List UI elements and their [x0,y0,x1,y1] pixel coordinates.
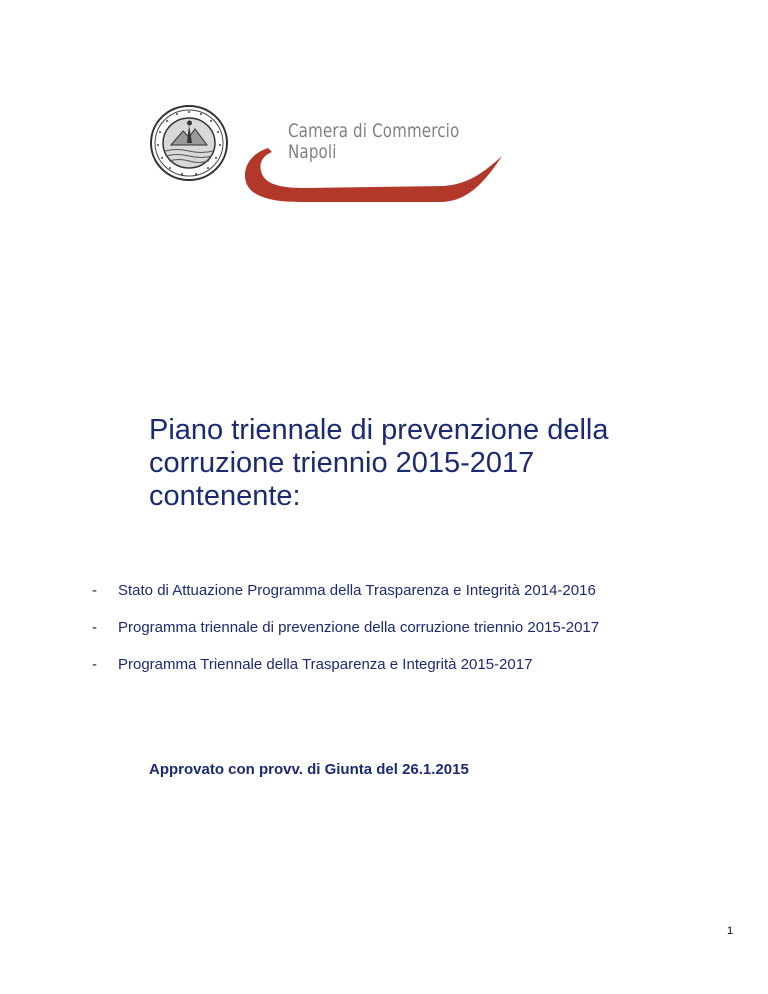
chamber-seal-icon [149,103,229,183]
title-line-1: Piano triennale di prevenzione della [149,414,609,446]
list-item-text: Programma triennale di prevenzione della corruzione triennio 2015-2017 [118,619,600,636]
list-item-text: Stato di Attuazione Programma della Trasparenza e Integrità 2014-2016 [118,582,596,599]
list-item-text: Programma Triennale della Trasparenza e Integrità 2015-2017 [118,656,533,673]
logo-line-2: Napoli [288,141,337,163]
title-line-3: contenente: [149,480,301,512]
approval-note: Approvato con provv. di Giunta del 26.1.2015 [149,761,469,778]
document-title [149,414,709,513]
list-bullet: - [92,656,97,673]
page-number: 1 [727,925,734,937]
list-bullet: - [92,582,97,599]
chamber-logo-text [288,121,459,163]
title-line-2: corruzione triennio 2015-2017 [149,447,535,479]
logo-line-1: Camera di Commercio [288,120,460,142]
list-bullet: - [92,619,97,636]
